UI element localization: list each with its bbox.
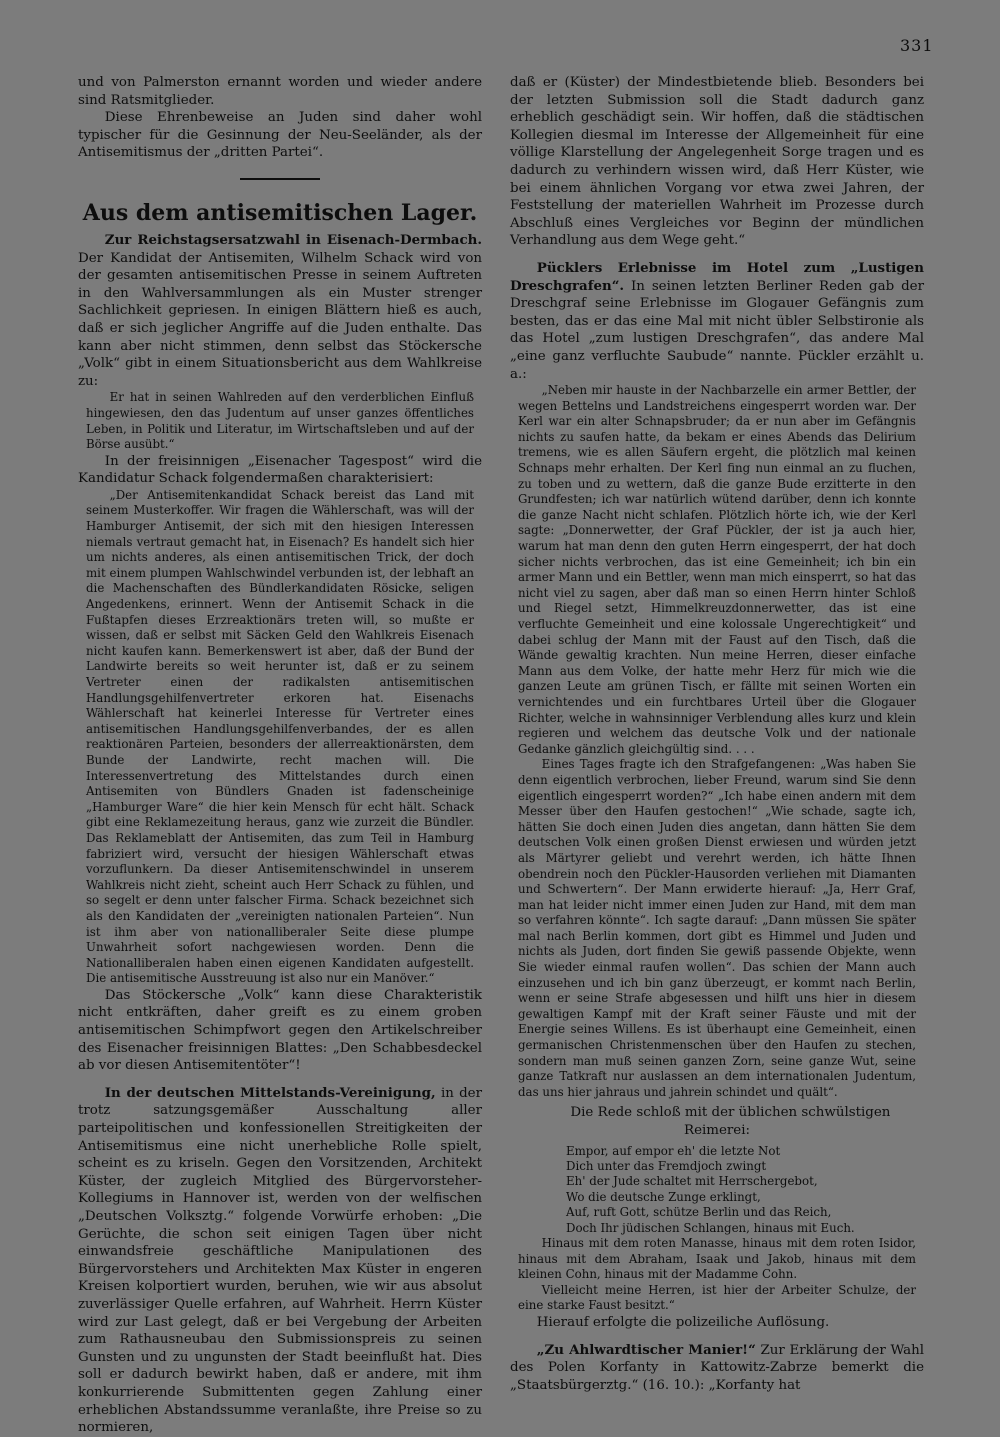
- article-text: In seinen letzten Berliner Reden gab der Dreschgraf seine Erlebnisse im Glogauer Gefängnis zum besten, das er das eine Mal mit nicht übler Selbstironie als das Hotel „zum lustigen Dreschgrafen“, das andere Mal „eine ganz verfluchte Saubude“ nannte. Pückler erzählt u. a.:: [510, 278, 924, 382]
- quote-block: „Neben mir hauste in der Nachbarzelle ein armer Bettler, der wegen Bettelns und Landstreichens eingesperrt worden war. Der Kerl war ein alter Schnapsbruder; da er nun aber im Gefängnis nichts zu saufen hatte, da bekam er eines Abends das Delirium tremens, wie es allen Säufern ergeht, die plötzlich mal keinen Schnaps mehr erhalten. Der Kerl fing nun einmal an zu fluchen, zu toben und zu wettern, daß die ganze Bude erzitterte in den Grundfesten; ich war natürlich wütend darüber, denn ich konnte die ganze Nacht nicht schlafen. Plötzlich hörte ich, wie der Kerl sagte: „Donnerwetter, der Graf Pückler, der ist ja auch hier, warum hat man denn den guten Herrn eingesperrt, der hat doch sicher nichts verbrochen, das ist eine Gemeinheit; ich bin ein armer Mann und ein Bettler, wenn man mich einsperrt, so hat das nicht viel zu sagen, aber daß man so einen Herrn hinter Schloß und Riegel setzt, Himmelkreuzdonnerwetter, das ist eine verfluchte Gemeinheit und eine kolossale Ungerechtigkeit“ und dabei schlug der Mann mit der Faust auf den Tisch, daß die Wände gewaltig krachten. Nun meine Herren, dieser einfache Mann aus dem Volke, der hatte mehr Herz für mich wie die ganzen Leute am grünen Tisch, er fällte mit seinen Worten ein vernichtendes und ein furchtbares Urteil über die Glogauer Richter, welche in wahnsinniger Verblendung alles kurz und klein regieren und welchem das deutsche Volk und der nationale Gedanke gänzlich gleichgültig sind. . . .: [518, 383, 916, 756]
- article-paragraph: [510, 260, 924, 383]
- page-number: 331: [900, 36, 934, 55]
- article-paragraph: [78, 232, 482, 390]
- spacer: [510, 1332, 924, 1342]
- article-title: „Zu Ahlwardtischer Manier!“: [536, 1341, 756, 1358]
- paragraph: und von Palmerston ernannt worden und wieder andere sind Ratsmitglieder.: [78, 75, 482, 108]
- paragraph: Das Stöckersche „Volk“ kann diese Charakteristik nicht entkräften, daher greift es zu einem groben antisemitischen Schimpfwort gegen den Artikelschreiber des Eisenacher freisinnigen Blattes: „Den Schabbesdeckel ab vor diesen Antisemitentöter“!: [78, 987, 482, 1074]
- section-title: Aus dem antisemitischen Lager.: [82, 199, 478, 226]
- quote-block: Eines Tages fragte ich den Strafgefangenen: „Was haben Sie denn eigentlich verbrochen, lieber Freund, warum sind Sie denn eigentlich eingesperrt worden?“ „Ich habe einen andern mit dem Messer über den Haufen gestochen!“ „Wie schade, sagte ich, hätten Sie doch einen Juden dies angetan, dann hätten Sie dem deutschen Volk einen großen Dienst erwiesen und würden jetzt als Märtyrer geliebt und verehrt werden, ich hätte Ihnen obendrein noch den Pückler-Hausorden verliehen mit Diamanten und Schwertern“. Der Mann erwiderte hierauf: „Ja, Herr Graf, man hat leider nicht immer einen Juden zur Hand, mit dem man so verfahren könnte“. Ich sagte darauf: „Dann müssen Sie später mal nach Berlin kommen, dort gibt es Himmel und Juden und nichts als Juden, dort finden Sie gewiß passende Objekte, wenn Sie wieder einmal raufen wollen“. Das schien der Mann auch einzusehen und ich bin ganz überzeugt, er kommt nach Berlin, wenn er seine Strafe abgesessen und hilft uns hier in diesem gewaltigen Kampf mit der Kraft seiner Fäuste und mit der Energie seines Willens. Es ist überhaupt eine Gemeinheit, einen germanischen Christenmenschen über den Haufen zu stechen, sondern man muß seinen ganzen Zorn, seine ganze Wut, seine ganze Tatkraft nur auslassen an dem internationalen Judentum, das uns hier jahraus und jahrein schindet und quält“.: [518, 757, 916, 1099]
- quote-block: Vielleicht meine Herren, ist hier der Arbeiter Schulze, der eine starke Faust besitzt.“: [518, 1282, 916, 1313]
- verse-line: Doch Ihr jüdischen Schlangen, hinaus mit Euch.: [566, 1220, 855, 1235]
- quote-block: Hinaus mit dem roten Manasse, hinaus mit dem roten Isidor, hinaus mit dem Abraham, Isaak und Jakob, hinaus mit dem kleinen Cohn, hinaus mit der Madamme Cohn.: [518, 1236, 916, 1282]
- paragraph: Diese Ehrenbeweise an Juden sind daher wohl typischer für die Gesinnung der Neu-Seeländer, als der Antisemitismus der „dritten Partei“.: [78, 110, 482, 161]
- verse-line: Auf, ruft Gott, schütze Berlin und das Reich,: [566, 1205, 832, 1220]
- article-paragraph: [510, 1342, 924, 1395]
- paragraph: daß er (Küster) der Mindestbietende blieb. Besonders bei der letzten Submission soll die Stadt dadurch ganz erheblich geschädigt sein. Wir hoffen, daß die städtischen Kollegien diesmal im Interesse der Allgemeinheit für eine völlige Klarstellung der Angelegenheit Sorge tragen und es dadurch zu verhindern wissen wird, daß Herr Küster, wie bei einem ähnlichen Vorgang vor etwa zwei Jahren, der Feststellung der materiellen Wahrheit im Prozesse durch Abschluß eines Vergleiches vor Beginn der mündlichen Verhandlung aus dem Wege geht.“: [510, 75, 924, 249]
- spacer: [78, 1075, 482, 1085]
- article-text: in der trotz satzungsgemäßer Ausschaltung aller parteipolitischen und konfessionellen Streitigkeiten der Antisemitismus eine nicht unerhebliche Rolle spielt, scheint es zu kriseln. Gegen den Vorsitzenden, Architekt Küster, der zugleich Mitglied des Bürgervorsteher-Kollegiums in Hannover ist, werden von der welfischen „Deutschen Volksztg.“ folgende Vorwürfe erhoben: „Die Gerüchte, die schon seit einigen Tagen über nicht einwandsfreie geschäftliche Manipulationen des Bürgervorstehers und Architekten Max Küster in engeren Kreisen kolportiert wurden, beruhen, wie wir aus absolut zuverlässiger Quelle erfahren, auf Wahrheit. Herrn Küster wird zur Last gelegt, daß er bei Vergebung der Arbeiten zum Rathausneubau den Submissionspreis zu seinen Gunsten und zu ungunsten der Stadt beeinflußt hat. Dies soll er dadurch bewirkt haben, daß er andere, mit ihm konkurrierende Submittenten gegen Zahlung einer erheblichen Abstandssumme veranlaßte, ihre Preise so zu normieren,: [78, 1085, 482, 1436]
- verse-line: Wo die deutsche Zunge erklingt,: [566, 1189, 761, 1204]
- verse-line: Dich unter das Fremdjoch zwingt: [566, 1159, 767, 1173]
- article-title: Pücklers Erlebnisse im Hotel zum „Lustigen Dreschgrafen“.: [510, 259, 924, 294]
- article-text: Zur Erklärung der Wahl des Polen Korfanty in Kattowitz-Zabrze bemerkt die „Staatsbürgerztg.“ (16. 10.): „Korfanty hat: [510, 1342, 925, 1393]
- right-column: [510, 74, 924, 1394]
- spacer: [510, 250, 924, 260]
- verse-block: [510, 1144, 924, 1236]
- article-title: Zur Reichstagsersatzwahl in Eisenach-Dermbach.: [104, 231, 482, 248]
- paragraph: In der freisinnigen „Eisenacher Tagespost“ wird die Kandidatur Schack folgendermaßen charakterisiert:: [78, 453, 482, 487]
- article-text: Der Kandidat der Antisemiten, Wilhelm Schack wird von der gesamten antisemitischen Presse in seinem Auftreten in den Wahlversammlungen als ein Muster strenger Sachlichkeit gepriesen. In einigen Blättern hieß es auch, daß er sich jeglicher Angriffe auf die Juden enthalte. Das kann aber nicht stimmen, denn selbst das Stöckersche „Volk“ gibt in einem Situationsbericht aus dem Wahlkreise zu:: [78, 250, 482, 389]
- quote-block: „Der Antisemitenkandidat Schack bereist das Land mit seinem Musterkoffer. Wir fragen die Wählerschaft, was will der Hamburger Antisemit, der sich mit den hiesigen Interessen niemals vertraut gemacht hat, in Eisenach? Es handelt sich hier um nichts anderes, als einen antisemitischen Trick, der doch mit einem plumpen Wahlschwindel verbunden ist, der lebhaft an die Machenschaften des Bündlerkandidaten Rösicke, seligen Angedenkens, erinnert. Wenn der Antisemit Schack in die Fußtapfen dieses Erzreaktionärs treten will, so mußte er wissen, daß er selbst mit Säcken Geld den Wahlkreis Eisenach nicht kaufen kann. Bemerkenswert ist aber, daß der Bund der Landwirte bereits so weit herunter ist, daß er zu seinem Vertreter einen der radikalsten antisemitischen Handlungsgehilfenvertreter erkoren hat. Eisenachs Wählerschaft hat keinerlei Interesse für Vertreter eines antisemitischen Handlungsgehilfenverbandes, der es allen reaktionären Parteien, besonders der allerreaktionärsten, dem Bunde der Landwirte, recht machen will. Die Interessenvertretung des Mittelstandes durch einen Antisemiten von Bündlers Gnaden ist fadenscheinige „Hamburger Ware“ die hier kein Mensch für echt hält. Schack gibt eine Reklamezeitung heraus, ganz wie zurzeit die Bündler. Das Reklameblatt der Antisemiten, das zum Teil in Hamburg fabriziert wird, versucht der hiesigen Wählerschaft etwas vorzuflunkern. Da dieser Antisemitenschwindel in unserem Wahlkreis nicht zieht, scheint auch Herr Schack zu fühlen, und so segelt er denn unter falscher Firma. Schack bezeichnet sich als den Kandidaten der „vereinigten nationalen Parteien“. Nun ist ihm aber von nationalliberaler Seite diese plumpe Unwahrheit sofort nachgewiesen worden. Denn die Nationalliberalen haben einen eigenen Kandidaten aufgestellt. Die antisemitische Ausstreuung ist also nur ein Manöver.“: [86, 487, 474, 986]
- paragraph: Hierauf erfolgte die polizeiliche Auflösung.: [536, 1315, 830, 1330]
- verse-line: Empor, auf empor eh' die letzte Not: [566, 1143, 781, 1158]
- verse-intro: Die Rede schloß mit der üblichen schwülstigen Reimerei:: [570, 1105, 891, 1138]
- section-divider: [240, 178, 320, 180]
- quote-block: Er hat in seinen Wahlreden auf den verderblichen Einfluß hingewiesen, den das Judentum auf unser ganzes öffentliches Leben, in Politik und Literatur, im Wirtschaftsleben und auf der Börse ausübt.“: [86, 390, 474, 452]
- article-title: In der deutschen Mittelstands-Vereinigung,: [104, 1084, 436, 1101]
- left-column: [78, 74, 482, 1437]
- verse-line: Eh' der Jude schaltet mit Herrschergebot,: [566, 1174, 818, 1189]
- article-paragraph: [78, 1085, 482, 1437]
